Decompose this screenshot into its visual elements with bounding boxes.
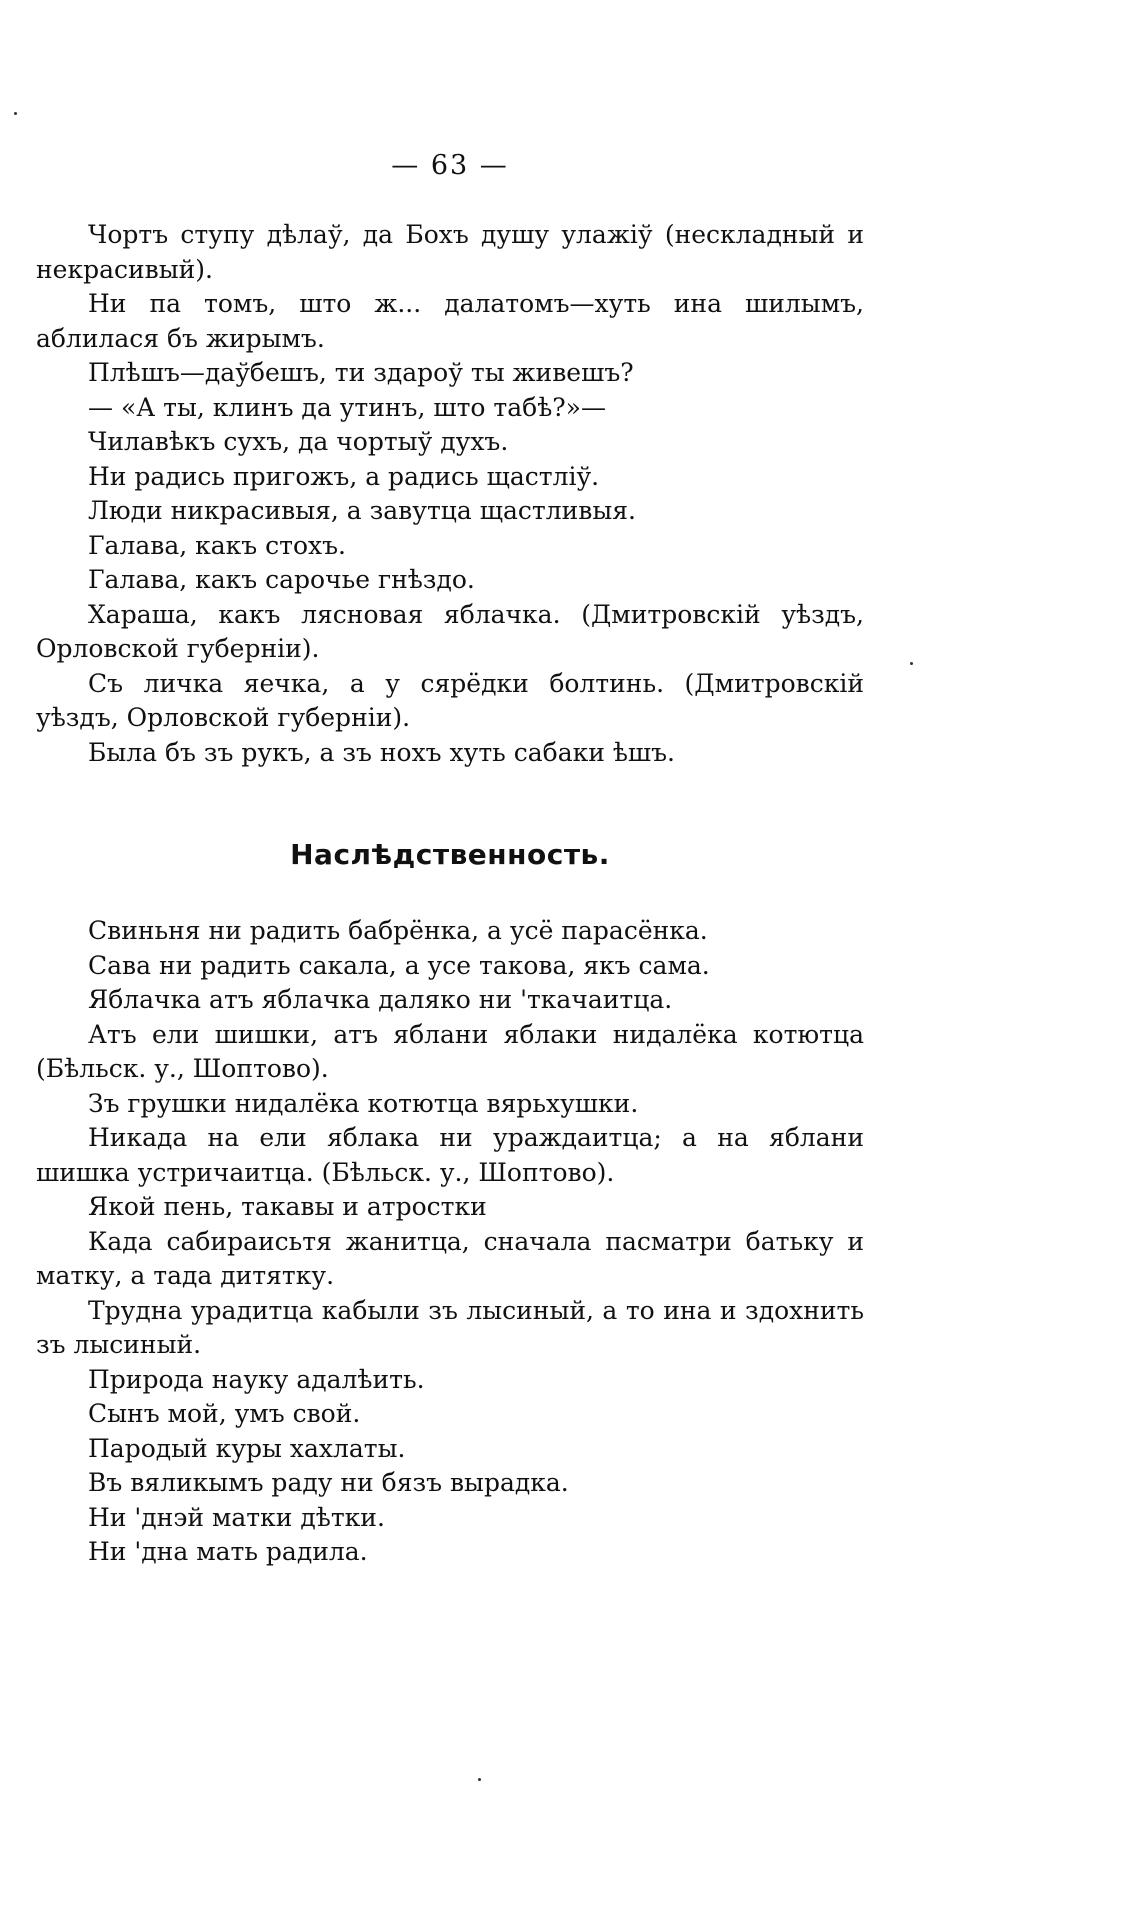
print-speck xyxy=(478,1778,481,1781)
proverb-paragraph: Пародый куры хахлаты. xyxy=(88,1433,406,1463)
proverb-paragraph: — «А ты, клинъ да утинъ, што табѣ?»— xyxy=(88,392,606,422)
section-heading: Наслѣдственность. xyxy=(290,838,610,871)
proverb-paragraph: Ни радись пригожъ, а радись щастлiў. xyxy=(88,461,600,491)
proverb-paragraph: Ни 'днэй матки дѣтки. xyxy=(88,1502,385,1532)
proverb-paragraph: Зъ грушки нидалёка котютца вярьхушки. xyxy=(88,1088,639,1118)
proverb-paragraph: Природа науку адалѣить. xyxy=(88,1364,425,1394)
proverb-paragraph: Въ вяликымъ раду ни бязъ вырадка. xyxy=(88,1468,569,1497)
proverb-paragraph: Никада на ели яблака ни ураждаитца; а на яблани шишка устричаитца. (Бѣльск. у., Шоптово). xyxy=(36,1123,864,1187)
proverb-paragraph: Чортъ ступу дѣлаў, да Бохъ душу улажiў (нескладный и некрасивый). xyxy=(36,220,864,284)
proverb-paragraph: Сынъ мой, умъ свой. xyxy=(88,1399,361,1428)
proverb-paragraph: Галава, какъ стохъ. xyxy=(88,530,346,560)
proverb-paragraph: Галава, какъ сарочье гнѣздо. xyxy=(88,565,475,594)
proverb-paragraph: Хараша, какъ лясновая яблачка. (Дмитровскiй уѣздъ, Орловской губернiи). xyxy=(36,599,864,663)
print-speck xyxy=(14,112,17,115)
proverb-paragraph: Свиньня ни радить бабрёнка, а усё парасёнка. xyxy=(88,916,708,945)
proverbs-bottom-block xyxy=(36,914,864,1570)
proverb-paragraph: Трудна урадитца кабыли зъ лысиный, а то ина и здохнить зъ лысиный. xyxy=(36,1295,864,1359)
proverb-paragraph: Атъ ели шишки, атъ яблани яблаки нидалёка котютца (Бѣльск. у., Шоптово). xyxy=(36,1019,864,1083)
proverb-paragraph: Якой пень, такавы и атростки xyxy=(88,1192,487,1221)
proverb-paragraph: Ни па томъ, што ж... далатомъ—хуть ина шилымъ, аблилася бъ жирымъ. xyxy=(36,289,864,353)
proverbs-top-block xyxy=(36,218,864,770)
print-speck xyxy=(910,662,913,665)
proverb-paragraph: Када сабираисьтя жанитца, сначала пасматри батьку и матку, а тада дитятку. xyxy=(36,1226,864,1290)
proverb-paragraph: Ни 'дна мать радила. xyxy=(88,1537,368,1566)
proverb-paragraph: Съ личка яечка, а у сярёдки болтинь. (Дмитровскiй уѣздъ, Орловской губернiи). xyxy=(36,668,864,732)
proverb-paragraph: Плѣшъ—даўбешъ, ти здароў ты живешъ? xyxy=(88,358,634,387)
proverb-paragraph: Яблачка атъ яблачка даляко ни 'ткачаитца. xyxy=(88,985,673,1014)
proverb-paragraph: Чилавѣкъ сухъ, да чортыў духъ. xyxy=(88,427,509,456)
proverb-paragraph: Была бъ зъ рукъ, а зъ нохъ хуть сабаки ѣшъ. xyxy=(88,737,675,767)
page-number: — 63 — xyxy=(391,150,509,181)
proverb-paragraph: Сава ни радить сакала, а усе такова, якъ сама. xyxy=(88,950,710,980)
proverb-paragraph: Люди никрасивыя, а завутца щастливыя. xyxy=(88,496,636,525)
